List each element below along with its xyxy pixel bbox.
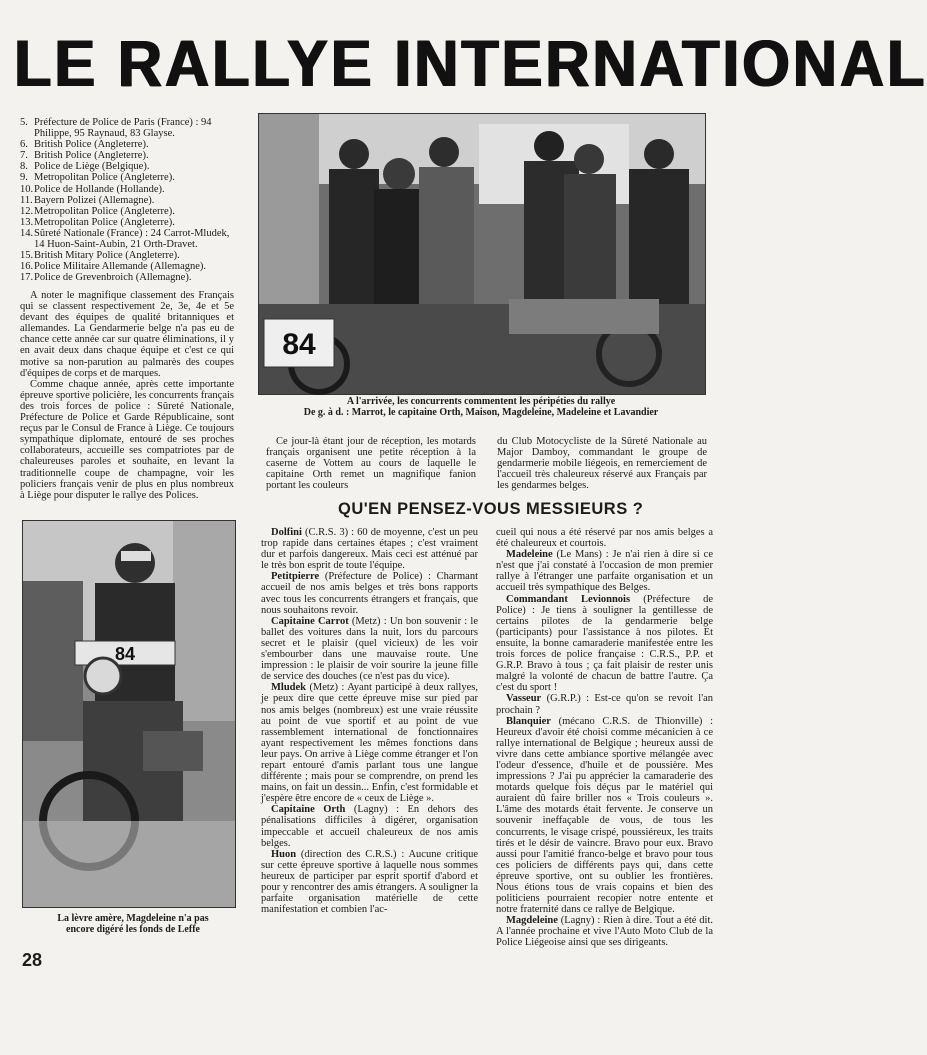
- arrival-photo-caption: [258, 396, 704, 418]
- interview-entry: [496, 549, 713, 593]
- arrival-photo-illustration: [259, 114, 705, 394]
- speaker-text: Ayant participé à deux rallyes, je peux dire que cette épreuve mise sur pied par nos amis belges (nombreux) est une vraie réussite au point de vue sportif et au point de vue rassemblement international de fonctionnaires ayant respectivement les mêmes fonctions dans leur pays. On arrive à Liège comme étranger et l'on repart entouré d'amis parlant tous une langue différente ; mais pour se comprendre, on prend les mains, on fait un dessin... Enfin, c'est formidable et j'espère être encore de « ceux de Liège ».: [261, 682, 478, 805]
- speaker-text: Rien à dire. Tout a été dit. A l'année prochaine et vive l'Auto Moto Club de la Police Liégeoise ainsi que ses dirigeants.: [496, 915, 713, 949]
- ranking-number: 6.: [20, 139, 28, 151]
- speaker-text: Un bon souvenir : le ballet des voitures dans la nuit, lors du parcours secret et le plaisir (quel vicieux) de les voir s'embourber dans une mauvaise route. Une impression : le plaisir de voir sourire la jeune fille de service des douches (ce n'est pas du vice).: [261, 615, 479, 683]
- ranking-item: [20, 194, 234, 206]
- speaker-name: Dolfini: [271, 527, 302, 538]
- ranking-item: [20, 117, 234, 140]
- speaker-text: Est-ce qu'on se revoit l'an prochain ?: [496, 693, 714, 716]
- ranking-item: [20, 250, 234, 262]
- ranking-number: 10.: [20, 183, 34, 195]
- ranking-item: [20, 261, 234, 273]
- interviews-column-1: [261, 527, 478, 915]
- ranking-item: [20, 272, 234, 284]
- section-heading: QU'EN PENSEZ-VOUS MESSIEURS ?: [338, 500, 644, 518]
- mid-text-col2: [497, 436, 707, 491]
- plate-number: 84: [282, 328, 316, 361]
- interview-entry: [261, 616, 478, 683]
- ranking-list: [20, 117, 234, 283]
- speaker-text: Heureux d'avoir été choisi comme mécanicien à ce rallye international de Belgique ; heureux aussi de vivre dans cette ambiance sportive mélangée avec l'odeur d'essence, d'huile et de poussière. Mes impressions ? J'ai pu apprécier la camaraderie des motards quelque fois déçus par le matériel qui auraient dû faire briller nos « Trois couleurs ». L'âme des motards était fervente. Je conserve un souvenir ineffaçable de vous, de tous les concurrents, le visage crispé, poussiéreux, les traits tirés et le désir de vaincre. Bravo pour eux. Bravo aussi pour l'amitié franco-belge et bravo pour tous ces policiers de différents pays qui, dans cette épreuve sportive, ont su oublier les frontières. Nous étions tous de vrais copains et bien des politiciens pourraient recopier notre entente et notre fraternité dans ce rallye de Belgique.: [496, 726, 713, 916]
- ranking-text: Police de Hollande (Hollande).: [34, 183, 165, 195]
- ranking-text: Sûreté Nationale (France) : 24 Carrot-Mludek, 14 Huon-Saint-Aubin, 21 Orth-Dravet.: [34, 227, 230, 251]
- page-title: LE RALLYE INTERNATIONAL: [14, 26, 927, 100]
- speaker-text: Je n'ai rien à dire si ce n'est que j'ai constaté à l'occasion de mon premier rallye à l'étranger une parfaite organisation et un accueil très sympathique des Belges.: [496, 549, 713, 594]
- speaker-name: Madeleine: [506, 549, 553, 561]
- ranking-text: Bayern Polizei (Allemagne).: [34, 194, 155, 206]
- speaker-role: (direction des C.R.S.) :: [300, 848, 405, 860]
- ranking-number: 5.: [20, 117, 28, 128]
- ranking-text: British Mitary Police (Angleterre).: [34, 250, 180, 262]
- ranking-item: [20, 161, 234, 173]
- page-number: 28: [22, 950, 43, 970]
- speaker-role: (Metz) :: [351, 615, 387, 627]
- speaker-role: (C.R.S. 3): [305, 527, 349, 538]
- ranking-number: 8.: [20, 161, 28, 173]
- speaker-name: Huon: [271, 848, 297, 860]
- speaker-name: Petitpierre: [271, 571, 320, 583]
- speaker-text: : 60 de moyenne, c'est un peu trop rapide dans certaines étapes ; c'est vraiment dur et parfois dangereux. Mais ceci est atténué par le très bon esprit de toute l'équipe.: [261, 527, 479, 572]
- speaker-text: Je tiens à souligner la gentillesse de certains pilotes de la gendarmerie belge (participants) pour l'assistance à nos pilotes. Et ensuite, la bonne camaraderie manifestée entre les trois forces de police française : C.R.S., P.P. et G.R.P. Bravo à tous ; ça fait plaisir de rester unis malgré la volonté de chacun de battre l'autre. Ça c'est du sport !: [496, 604, 713, 694]
- mid-text-col1: [266, 436, 476, 491]
- ranking-number: 7.: [20, 150, 28, 162]
- speaker-role: (Le Mans) :: [556, 549, 609, 561]
- speaker-name: Mludek: [271, 682, 307, 694]
- caption-line: De g. à d. : Marrot, le capitaine Orth, Maison, Magdeleine, Madeleine et Lavandier: [303, 407, 659, 418]
- ranking-item: [20, 139, 234, 151]
- ranking-text: British Police (Angleterre).: [34, 150, 149, 162]
- ranking-number: 17.: [20, 272, 34, 284]
- interviews-column-2: [496, 527, 713, 949]
- speaker-name: Blanquier: [506, 715, 551, 727]
- rider-photo-caption: [22, 913, 244, 935]
- interviews-list: [496, 549, 713, 948]
- ranking-item: [20, 150, 234, 162]
- paragraph: cueil qui nous a été réservé par nos amis belges a été chaleureux et courtois.: [496, 527, 713, 550]
- ranking-item: [20, 205, 234, 217]
- speaker-name: Commandant Levionnois: [506, 593, 631, 605]
- interview-entry: [261, 804, 478, 848]
- ranking-item: [20, 183, 234, 195]
- speaker-role: (mécano C.R.S. de Thionville) :: [558, 715, 714, 727]
- ranking-text: Préfecture de Police de Paris (France) : 94 Philippe, 95 Raynaud, 83 Glayse.: [34, 117, 212, 140]
- speaker-role: (G.R.P.) :: [546, 693, 590, 705]
- speaker-role: (Lagny) :: [560, 915, 601, 927]
- paragraph: Ce jour-là étant jour de réception, les motards français organisent une petite réception à la caserne de Vottem au cours de laquelle le capitaine Orth remet un magnifique fanion portant les couleurs: [266, 436, 476, 492]
- paragraph: A noter le magnifique classement des Français qui se classent respectivement 2e, 3e, 4e et 5e devant des équipes de qualité britanniques et allemandes. La Gendarmerie belge n'a pas eu de chance cette année car sur quatre éliminations, il y en avait deux dans chaque équipe et c'est ce qui motive sa non-parution au palmarès des coupes d'équipes de corps et de marques.: [20, 290, 234, 379]
- rider-photo-illustration: [23, 521, 235, 907]
- ranking-item: [20, 227, 234, 251]
- speaker-name: Capitaine Orth: [271, 804, 346, 816]
- paragraph: du Club Motocycliste de la Sûreté Nationale au Major Damboy, commandant le groupe de gendarmerie mobile liégeois, en remerciement de l'accueil très chaleureux réservé aux Français par les gendarmes belges.: [497, 436, 707, 492]
- ranking-item: [20, 172, 234, 184]
- ranking-text: Metropolitan Police (Angleterre).: [34, 216, 175, 228]
- speaker-text: Aucune critique sur cette épreuve sportive à laquelle nous sommes heureux de participer par esprit sportif d'abord et pour y rencontrer des amis étrangers. A souligner la parfaite organisation matérielle de cette manifestation et combien l'ac-: [261, 848, 478, 916]
- speaker-role: (Préfecture de Police) :: [496, 593, 714, 616]
- ranking-number: 11.: [20, 194, 33, 206]
- caption-line: A l'arrivée, les concurrents commentent les péripéties du rallye: [346, 396, 616, 407]
- speaker-name: Vasseur: [506, 693, 542, 705]
- ranking-text: Metropolitan Police (Angleterre).: [34, 205, 175, 217]
- speaker-role: (Lagny) :: [353, 804, 400, 816]
- interview-entry: [261, 527, 478, 571]
- arrival-photo: [258, 113, 706, 395]
- ranking-text: Police Militaire Allemande (Allemagne).: [34, 261, 207, 273]
- speaker-text: Charmant accueil de nos amis belges et très bons rapports avec tous les concurrents étrangers et français, que nous souhaitons revoir.: [261, 571, 478, 616]
- speaker-name: Capitaine Carrot: [271, 615, 349, 627]
- interview-entry: [496, 716, 713, 916]
- ranking-number: 16.: [20, 261, 34, 273]
- interview-entry: [496, 594, 713, 694]
- ranking-item: [20, 216, 234, 228]
- speaker-role: (Préfecture de Police) :: [324, 571, 431, 583]
- ranking-number: 12.: [20, 205, 34, 217]
- interview-entry: [496, 915, 713, 948]
- ranking-text: Metropolitan Police (Angleterre).: [34, 172, 175, 184]
- ranking-number: 15.: [20, 250, 34, 262]
- ranking-number: 13.: [20, 216, 34, 228]
- speaker-role: (Metz) :: [309, 682, 345, 694]
- plate-number: 84: [114, 644, 136, 664]
- ranking-list-block: [20, 117, 234, 283]
- interview-entry: [261, 682, 478, 804]
- interview-entry: [261, 849, 478, 916]
- ranking-text: Police de Liège (Belgique).: [34, 161, 150, 173]
- interview-entry: [261, 571, 478, 615]
- paragraph: Comme chaque année, après cette importante épreuve sportive policière, les concurrents français des trois forces de police : Sûreté Nationale, Préfecture de Police et Garde Républicaine, sont reçus par le Consul de France à Liège. Ce toujours sympathique diplomate, entouré de ses proches collaborateurs, accueille ses compatriotes par de chaleureuses paroles et souhaite, en levant la traditionnelle coupe de champagne, voir les policiers français venir de plus en plus nombreux à Liège pour disputer le rallye des Polices.: [20, 378, 234, 501]
- ranking-text: British Police (Angleterre).: [34, 139, 149, 151]
- ranking-text: Police de Grevenbroich (Allemagne).: [34, 272, 192, 284]
- interview-entry: [496, 693, 713, 715]
- ranking-number: 9.: [20, 172, 28, 184]
- caption-line: encore digéré les fonds de Leffe: [66, 924, 200, 935]
- speaker-name: Magdeleine: [506, 915, 558, 927]
- caption-line: La lèvre amère, Magdeleine n'a pas: [57, 913, 209, 924]
- speaker-text: En dehors des pénalisations difficiles à digérer, organisation impeccable et accueil chaleureux de nos amis belges.: [261, 804, 479, 849]
- rider-photo: [22, 520, 236, 908]
- ranking-number: 14.: [20, 227, 34, 239]
- left-column-text: [20, 290, 234, 501]
